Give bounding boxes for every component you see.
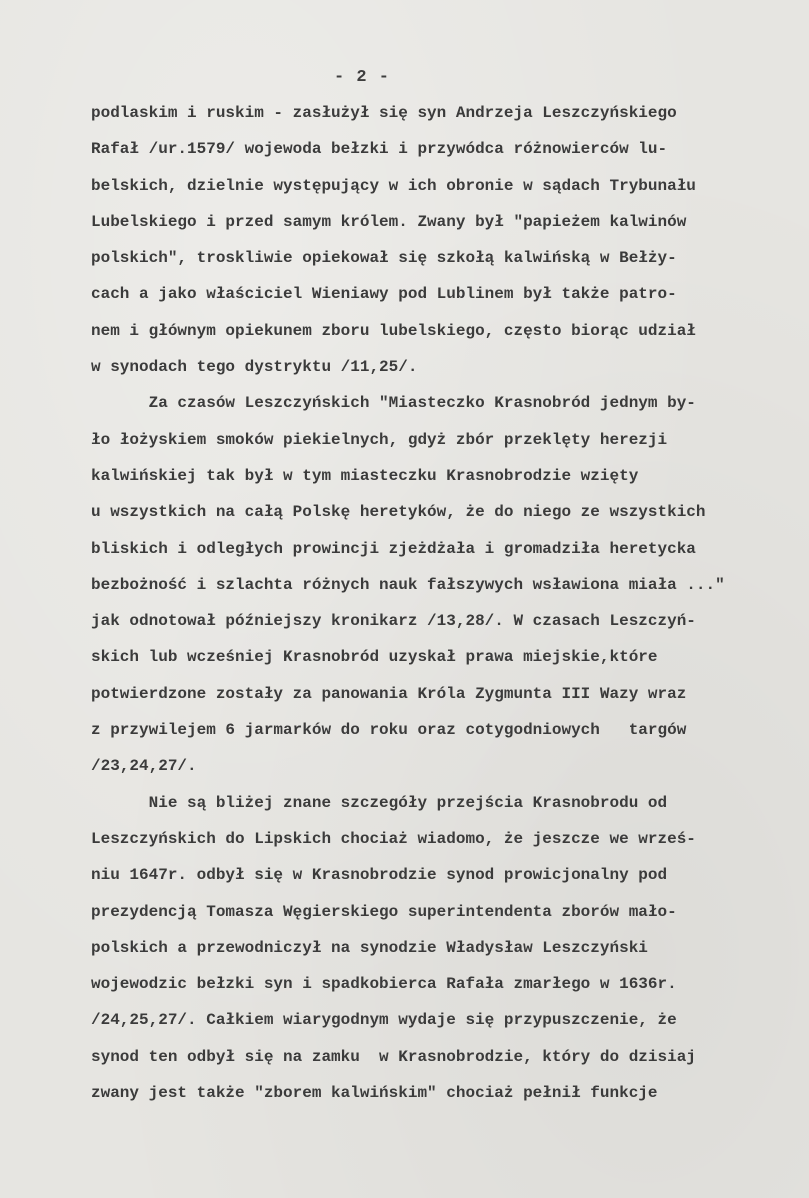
text-line: polskich", troskliwie opiekował się szkołą kalwińską w Bełży- — [91, 249, 677, 268]
text-line: /23,24,27/. — [91, 757, 197, 776]
text-line: w synodach tego dystryktu /11,25/. — [91, 358, 418, 377]
text-line: niu 1647r. odbył się w Krasnobrodzie synod prowicjonalny pod — [91, 866, 668, 885]
text-line: ło łożyskiem smoków piekielnych, gdyż zbór przeklęty herezji — [91, 430, 668, 449]
text-line: Rafał /ur.1579/ wojewoda bełzki i przywódca różnowierców lu- — [91, 140, 668, 159]
text-line: bliskich i odległych prowincji zjeżdżała i gromadziła heretycka — [91, 539, 696, 558]
text-line: synod ten odbył się na zamku w Krasnobrodzie, który do dzisiaj — [91, 1047, 696, 1066]
text-line: u wszystkich na całą Polskę heretyków, że do niego ze wszystkich — [91, 503, 706, 522]
text-line: skich lub wcześniej Krasnobród uzyskał prawa miejskie,które — [91, 648, 658, 667]
text-line: belskich, dzielnie występujący w ich obronie w sądach Trybunału — [91, 176, 696, 195]
text-line: potwierdzone zostały za panowania Króla Zygmunta III Wazy wraz — [91, 684, 687, 703]
text-line: kalwińskiej tak był w tym miasteczku Krasnobrodzie wzięty — [91, 466, 639, 485]
text-line: nem i głównym opiekunem zboru lubelskiego, często biorąc udział — [91, 321, 696, 340]
text-line: cach a jako właściciel Wieniawy pod Lublinem był także patro- — [91, 285, 677, 304]
text-line: bezbożność i szlachta różnych nauk fałszywych wsławiona miała ..." — [91, 575, 725, 594]
page-number: - 2 - — [333, 68, 390, 87]
text-line: Za czasów Leszczyńskich "Miasteczko Krasnobród jednym by- — [91, 394, 696, 413]
text-line: prezydencją Tomasza Węgierskiego superintendenta zborów mało- — [91, 902, 677, 921]
text-line: podlaskim i ruskim - zasłużył się syn Andrzeja Leszczyńskiego — [91, 104, 677, 122]
text-line: z przywilejem 6 jarmarków do roku oraz cotygodniowych targów — [91, 721, 687, 740]
text-line: Nie są bliżej znane szczegóły przejścia Krasnobrodu od — [91, 793, 668, 812]
text-line: zwany jest także "zborem kalwińskim" chociaż pełnił funkcje — [91, 1084, 658, 1103]
text-line: /24,25,27/. Całkiem wiarygodnym wydaje się przypuszczenie, że — [91, 1011, 677, 1030]
text-line: jak odnotował późniejszy kronikarz /13,28/. W czasach Leszczyń- — [91, 612, 696, 631]
text-line: Lubelskiego i przed samym królem. Zwany był "papieżem kalwinów — [91, 212, 687, 231]
text-line: wojewodzic bełzki syn i spadkobierca Rafała zmarłego w 1636r. — [91, 975, 677, 994]
text-line: polskich a przewodniczył na synodzie Władysław Leszczyński — [91, 938, 648, 957]
body-text — [91, 95, 791, 1111]
text-line: Leszczyńskich do Lipskich chociaż wiadomo, że jeszcze we wrześ- — [91, 829, 696, 848]
